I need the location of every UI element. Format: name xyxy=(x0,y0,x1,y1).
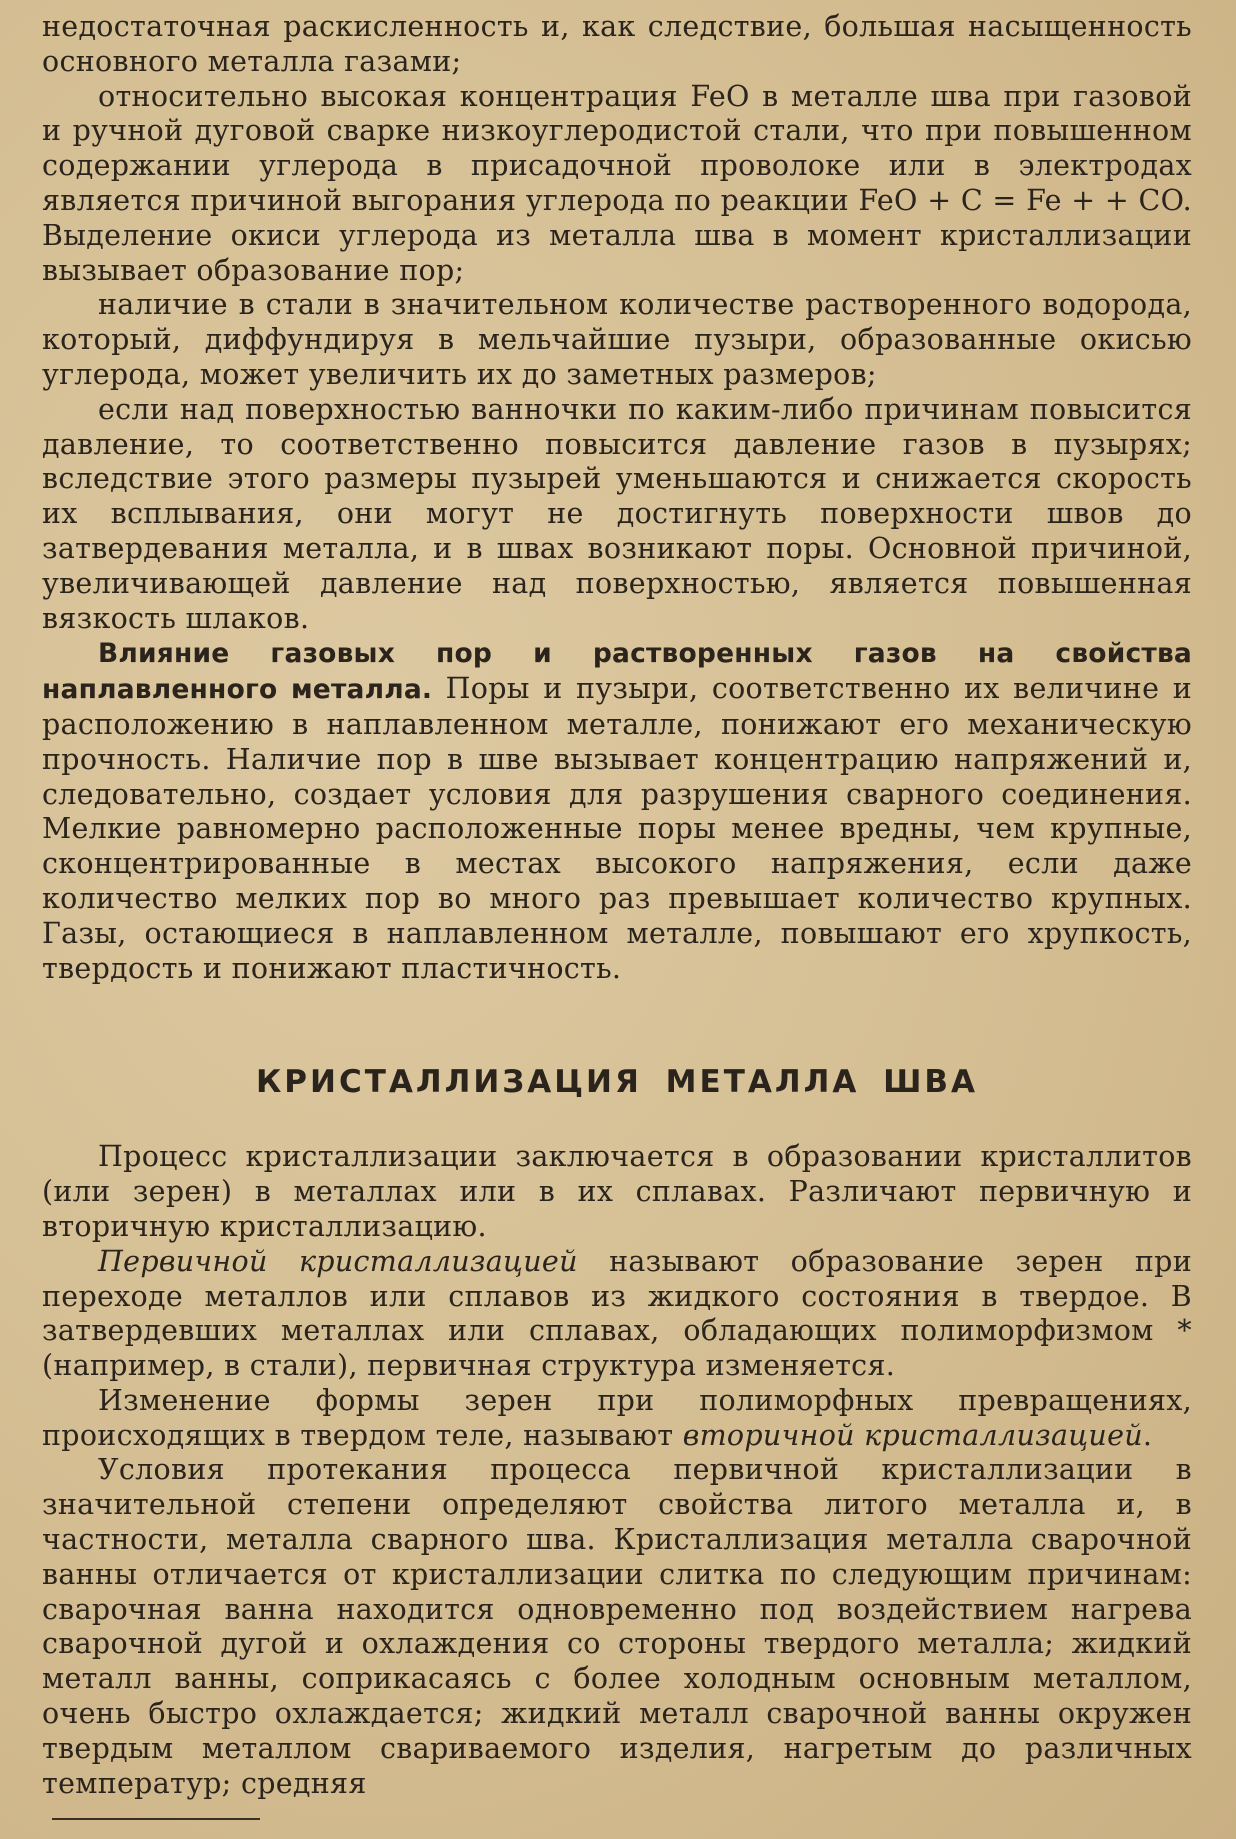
secondary-text: Изменение формы зерен при полиморфных превращениях, происходящих в твердом теле, называют xyxy=(42,1383,1192,1452)
paragraph-feo-concentration: относительно высокая концентрация FeO в металле шва при газовой и ручной дуговой сварке низкоуглеродистой стали, что при повышенном содержании углерода в присадочной проволоке или в электродах является причиной выгорания углерода по реакции FeO + C = Fe + + CO. Выделение окиси углерода из металла шва в момент кристаллизации вызывает образование пор; xyxy=(42,79,1192,287)
primary-term: Первичной кристаллизацией xyxy=(98,1244,578,1278)
paragraph-primary-crystallization xyxy=(42,1245,1192,1384)
paragraph-influence xyxy=(42,636,1192,986)
influence-text: Поры и пузыри, соответственно их величине и расположению в наплавленном металле, понижают его механическую прочность. Наличие пор в шве вызывает концентрацию напряжений и, следовательно, создает условия для разрушения сварного соединения. Мелкие равномерно расположенные поры менее вредны, чем крупные, сконцентрированные в местах высокого напряжения, если даже количество мелких пор во много раз превышает количество крупных. Газы, остающиеся в наплавленном металле, повышают его хрупкость, твердость и понижают пластичность. xyxy=(42,672,1192,985)
paragraph-hydrogen: наличие в стали в значительном количестве растворенного водорода, который, диффундируя в мельчайшие пузыри, образованные окисью углерода, может увеличить их до заметных размеров; xyxy=(42,288,1192,391)
paragraph-secondary-crystallization xyxy=(42,1384,1192,1454)
secondary-end: . xyxy=(1142,1418,1153,1452)
paragraph-process: Процесс кристаллизации заключается в образовании кристаллитов (или зерен) в металлах или в их сплавах. Различают первичную и вторичную кристаллизацию. xyxy=(42,1140,1192,1243)
paragraph-conditions: Условия протекания процесса первичной кристаллизации в значительной степени определяют свойства литого металла и, в частности, металла сварного шва. Кристаллизация металла сварочной ванны отличается от кристаллизации слитка по следующим причинам: сварочная ванна находится одновременно под воздействием нагрева сварочной дугой и охлаждения со стороны твердого металла; жидкий металл ванны, соприкасаясь с более холодным основным металлом, очень быстро охлаждается; жидкий металл сварочной ванны окружен твердым металлом свариваемого изделия, нагретым до различных температур; средняя xyxy=(42,1453,1192,1800)
influence-lead-heading: Влияние газовых пор и растворенных газов на свойства наплавленного металла. xyxy=(42,638,1192,706)
secondary-term: вторичной кристаллизацией xyxy=(682,1418,1143,1452)
primary-text: называют образование зерен при переходе металлов или сплавов из жидкого состояния в твердое. В затвердевших металлах или сплавах, обладающих полиморфизмом * (например, в стали), первичная структура изменяется. xyxy=(42,1244,1192,1383)
book-page xyxy=(42,10,1192,1801)
paragraph-pressure: если над поверхностью ванночки по каким-либо причинам повысится давление, то соответственно повысится давление газов в пузырях; вследствие этого размеры пузырей уменьшаются и снижается скорость их всплывания, они могут не достигнуть поверхности швов до затвердевания металла, и в швах возникают поры. Основной причиной, увеличивающей давление над поверхностью, является повышенная вязкость шлаков. xyxy=(42,392,1192,635)
footnote-rule xyxy=(52,1818,260,1820)
paragraph-insufficient-deoxidation: недостаточная раскисленность и, как следствие, большая насыщенность основного металла газами; xyxy=(42,10,1192,78)
section-title: КРИСТАЛЛИЗАЦИЯ МЕТАЛЛА ШВА xyxy=(255,1064,979,1101)
